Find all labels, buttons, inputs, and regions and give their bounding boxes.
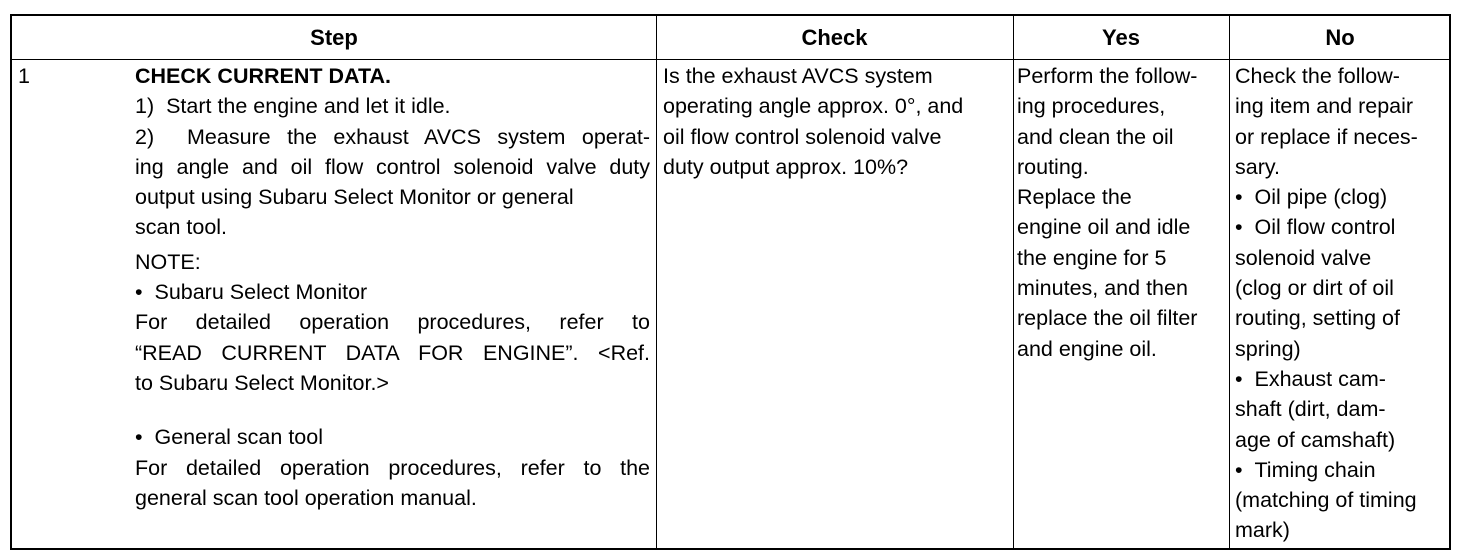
yes-line: and engine oil.: [1017, 336, 1157, 361]
no-line: shaft (dirt, dam-: [1235, 397, 1386, 422]
check-line: operating angle approx. 0°, and: [663, 94, 964, 119]
step-title: CHECK CURRENT DATA.: [135, 64, 391, 88]
yes-line: engine oil and idle: [1017, 215, 1191, 240]
yes-line: Replace the: [1017, 185, 1132, 210]
header-no: No: [1325, 24, 1355, 50]
note-1-line: to Subaru Select Monitor.>: [135, 370, 389, 395]
step-item-2-line: 2) Measure the exhaust AVCS system operat-: [135, 124, 650, 149]
yes-line: routing.: [1017, 154, 1089, 179]
note-1-line: “READ CURRENT DATA FOR ENGINE”. <Ref.: [135, 340, 650, 365]
column-divider-yes: [1013, 16, 1014, 548]
yes-line: ing procedures,: [1017, 94, 1166, 119]
header-divider: [12, 59, 1449, 60]
note-2-line: general scan tool operation manual.: [135, 485, 477, 510]
note-1-title: • Subaru Select Monitor: [135, 280, 368, 305]
yes-line: replace the oil filter: [1017, 306, 1198, 331]
step-cell: [135, 61, 650, 513]
no-line: mark): [1235, 518, 1290, 543]
step-item-1: 1) Start the engine and let it idle.: [135, 94, 451, 119]
step-item-2-line: output using Subaru Select Monitor or general: [135, 185, 574, 210]
yes-line: and clean the oil: [1017, 124, 1174, 149]
note-label: NOTE:: [135, 249, 201, 274]
no-line: routing, setting of: [1235, 306, 1400, 331]
no-line: • Exhaust cam-: [1235, 366, 1386, 391]
yes-line: Perform the follow-: [1017, 64, 1198, 88]
yes-cell: [1017, 61, 1227, 364]
no-cell: [1235, 61, 1449, 546]
column-divider-no: [1229, 16, 1230, 548]
procedure-table: [10, 14, 1451, 550]
no-line: ing item and repair: [1235, 94, 1414, 119]
no-line: spring): [1235, 336, 1301, 361]
no-line: sary.: [1235, 154, 1280, 179]
note-2-line: For detailed operation procedures, refer to the: [135, 455, 650, 480]
no-line: (clog or dirt of oil: [1235, 276, 1394, 301]
no-line: solenoid valve: [1235, 245, 1372, 270]
no-line: • Timing chain: [1235, 457, 1376, 482]
step-item-2-line: scan tool.: [135, 215, 228, 240]
no-line: • Oil flow control: [1235, 215, 1396, 240]
yes-line: the engine for 5: [1017, 245, 1167, 270]
header-step: Step: [310, 24, 358, 50]
note-1-line: For detailed operation procedures, refer to: [135, 310, 650, 335]
yes-line: minutes, and then: [1017, 276, 1188, 301]
check-line: duty output approx. 10%?: [663, 154, 909, 179]
header-yes: Yes: [1102, 24, 1140, 50]
no-line: • Oil pipe (clog): [1235, 185, 1388, 210]
check-line: Is the exhaust AVCS system: [663, 64, 933, 88]
step-item-2-line: ing angle and oil flow control solenoid valve duty: [135, 154, 650, 179]
check-line: oil flow control solenoid valve: [663, 124, 942, 149]
step-number: 1: [18, 64, 30, 88]
no-line: (matching of timing: [1235, 488, 1417, 513]
no-line: age of camshaft): [1235, 427, 1396, 452]
no-line: Check the follow-: [1235, 64, 1400, 88]
note-2-title: • General scan tool: [135, 425, 323, 450]
header-check: Check: [801, 24, 868, 50]
check-cell: [663, 61, 1008, 182]
no-line: or replace if neces-: [1235, 124, 1418, 149]
column-divider-check: [656, 16, 657, 548]
